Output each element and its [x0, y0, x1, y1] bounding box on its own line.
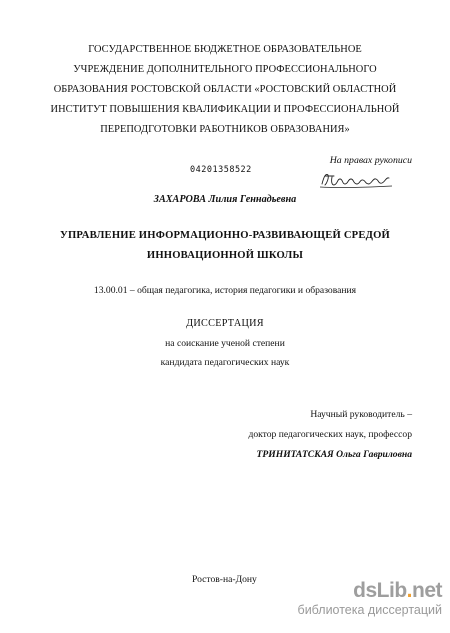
supervisor-role: Научный руководитель – — [310, 409, 412, 420]
supervisor-name: ТРИНИТАТСКАЯ Ольга Гавриловна — [256, 449, 412, 460]
title-line: ИННОВАЦИОННОЙ ШКОЛЫ — [146, 250, 304, 261]
title-line: УПРАВЛЕНИЕ ИНФОРМАЦИОННО-РАЗВИВАЮЩЕЙ СРЕДОЙ — [60, 230, 390, 241]
organization-line: УЧРЕЖДЕНИЕ ДОПОЛНИТЕЛЬНОГО ПРОФЕССИОНАЛЬНОГО — [73, 64, 377, 75]
dissertation-title — [0, 226, 450, 266]
organization-line: ПЕРЕПОДГОТОВКИ РАБОТНИКОВ ОБРАЗОВАНИЯ» — [100, 124, 350, 135]
dissertation-label: ДИССЕРТАЦИЯ — [186, 318, 264, 329]
dslib-watermark — [298, 580, 442, 618]
organization-line: ГОСУДАРСТВЕННОЕ БЮДЖЕТНОЕ ОБРАЗОВАТЕЛЬНОЕ — [88, 44, 362, 55]
degree-line: кандидата педагогических наук — [160, 357, 290, 368]
organization-header — [0, 40, 450, 140]
degree-line: на соискание ученой степени — [165, 338, 285, 349]
author-name: ЗАХАРОВА Лилия Геннадьевна — [153, 194, 297, 205]
city: Ростов-на-Дону — [192, 574, 257, 585]
supervisor-degree: доктор педагогических наук, профессор — [248, 429, 412, 440]
handwritten-signature — [318, 168, 396, 190]
registry-code: 04201358522 — [190, 165, 252, 175]
rights-note: На правах рукописи — [329, 155, 412, 166]
specialty-code: 13.00.01 – общая педагогика, история педагогики и образования — [93, 285, 357, 296]
organization-line: ОБРАЗОВАНИЯ РОСТОВСКОЙ ОБЛАСТИ «РОСТОВСКИЙ ОБЛАСТНОЙ — [53, 84, 397, 95]
organization-line: ИНСТИТУТ ПОВЫШЕНИЯ КВАЛИФИКАЦИИ И ПРОФЕССИОНАЛЬНОЙ — [50, 104, 400, 115]
watermark-subtitle: библиотека диссертаций — [297, 603, 442, 617]
dslib-logo: dsLib.net — [353, 579, 442, 602]
